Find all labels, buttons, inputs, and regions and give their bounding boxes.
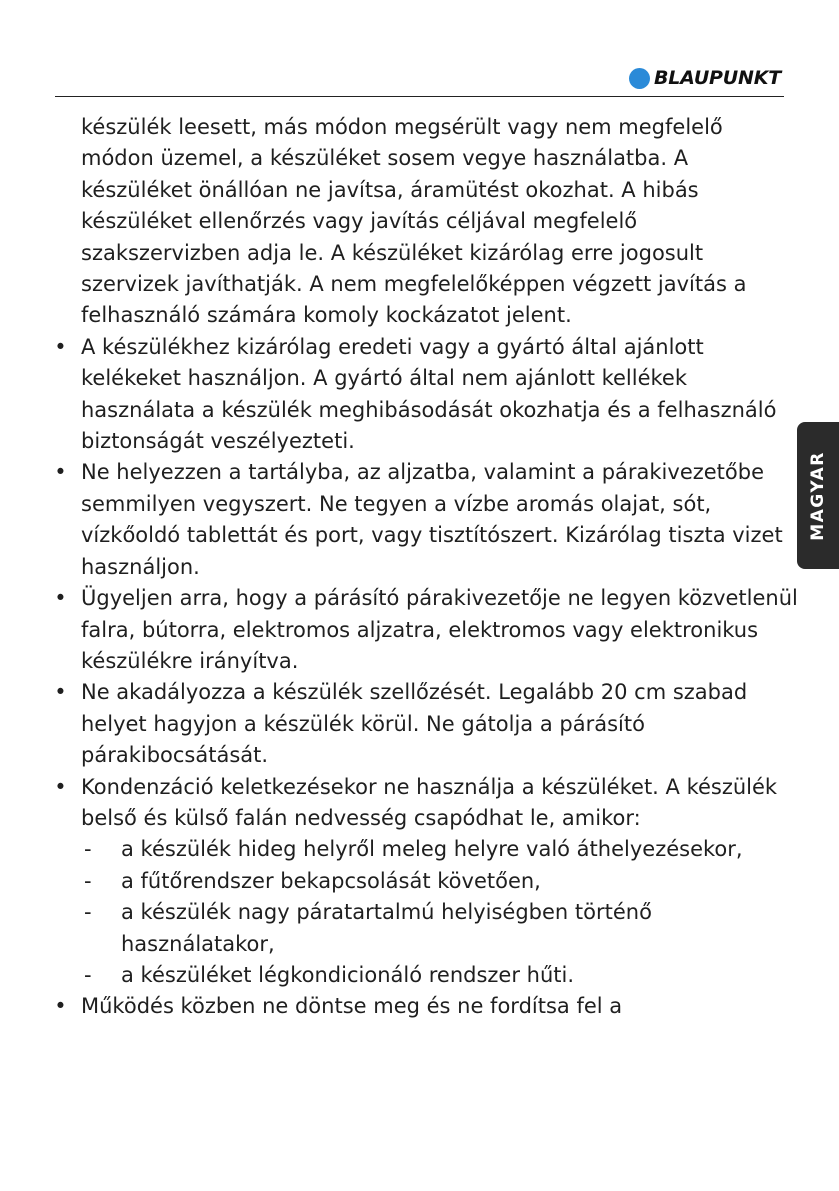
sub-list-item-text: a készüléket légkondicionáló rendszer hűti. xyxy=(121,962,575,987)
list-item-text: Ne helyezzen a tartályba, az aljzatba, valamint a párakivezetőbe semmilyen vegyszert. Ne tegyen a vízbe aromás olajat, sót, vízkőoldó tablettát és port, vagy tisztítószert. Kizárólag tiszta vizet használjon. xyxy=(81,460,783,579)
bullet-icon: • xyxy=(54,334,67,359)
list-item-text: Ne akadályozza a készülék szellőzését. Legalább 20 cm szabad helyet hagyjon a készülék körül. Ne gátolja a párásító párakibocsátását. xyxy=(81,680,748,768)
bullet-icon: • xyxy=(54,774,67,799)
paragraph-continuation xyxy=(40,112,800,332)
bullet-icon: • xyxy=(54,586,67,611)
sub-list-item xyxy=(40,897,800,960)
dash-marker: - xyxy=(84,900,92,925)
sub-list-item xyxy=(40,960,800,991)
sub-list-item-text: a készülék nagy páratartalmú helyiségben történő használatakor, xyxy=(121,900,652,956)
language-tab-label: MAGYAR xyxy=(808,450,828,541)
list-item xyxy=(40,772,800,835)
header-divider xyxy=(55,96,784,97)
dash-marker: - xyxy=(84,868,92,893)
list-item xyxy=(40,991,800,1022)
list-item-text: Ügyeljen arra, hogy a párásító párakivezetője ne legyen közvetlenül falra, bútorra, elektromos aljzatra, elektromos vagy elektronikus készülékre irányítva. xyxy=(81,586,798,673)
list-item xyxy=(40,677,800,771)
bullet-icon: • xyxy=(54,460,67,485)
brand-name: BLAUPUNKT xyxy=(653,67,781,89)
list-item-text: Működés közben ne döntse meg és ne fordítsa fel a xyxy=(81,994,623,1019)
sub-list-item-text: a fűtőrendszer bekapcsolását követően, xyxy=(121,868,541,893)
language-tab xyxy=(797,422,839,569)
brand-dot-icon xyxy=(629,68,650,89)
list-item xyxy=(40,457,800,583)
dash-marker: - xyxy=(84,837,92,862)
bullet-icon: • xyxy=(54,680,67,705)
sub-list-item xyxy=(40,834,800,865)
sub-list-item-text: a készülék hideg helyről meleg helyre való áthelyezésekor, xyxy=(121,837,743,862)
sub-list-item xyxy=(40,866,800,897)
list-item xyxy=(40,583,800,677)
bullet-icon: • xyxy=(54,994,67,1019)
list-item xyxy=(40,332,800,458)
list-item-text: A készülékhez kizárólag eredeti vagy a gyártó által ajánlott kelékeket használjon. A gyártó által nem ajánlott kellékek használata a készülék meghibásodását okozhatja és a felhasználó biztonságát veszélyezteti. xyxy=(81,334,777,454)
brand-logo xyxy=(629,67,781,89)
list-item-text: Kondenzáció keletkezésekor ne használja a készüléket. A készülék belső és külső falán nedvesség csapódhat le, amikor: xyxy=(81,774,778,830)
paragraph-text: készülék leesett, más módon megsérült vagy nem megfelelő módon üzemel, a készüléket sosem vegye használatba. A készüléket önállóan ne javítsa, áramütést okozhat. A hibás készüléket ellenőrzés vagy javítás céljával megfelelő szakszervizben adja le. A készüléket kizárólag erre jogosult szervizek javíthatják. A nem megfelelőképpen végzett javítás a felhasználó számára komoly kockázatot jelent. xyxy=(81,115,747,328)
dash-marker: - xyxy=(84,962,92,987)
document-body xyxy=(40,112,800,1023)
